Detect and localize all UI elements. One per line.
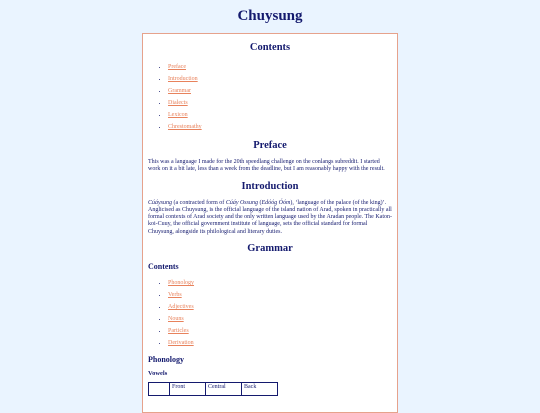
list-item [168, 61, 392, 73]
list-item [168, 85, 392, 97]
list-item [168, 301, 392, 313]
toc-link-grammar[interactable]: Grammar [168, 88, 191, 94]
term-cuaysung: Cúáysung [148, 199, 172, 206]
table-header-front: Front [170, 383, 206, 396]
toc-link-preface[interactable]: Preface [168, 64, 186, 70]
toc-link-dialects[interactable]: Dialects [168, 100, 188, 106]
grammar-link-adjectives[interactable]: Adjectives [168, 304, 194, 311]
content-panel [142, 33, 398, 413]
intro-part-3: ), ‘language of the palace (of the king)’. Anglicised as Chuysung, is the official language of the island nation of Arad, spoken in practically all formal contexts of Arad society and the only written language used by the Aradan people. The Katon-koi-Cuuy, the official government institute of language, sets the official standard for formal Chuysung, alongside its philological and literary duties. [148, 199, 392, 235]
table-header-blank [149, 383, 170, 396]
list-item [168, 313, 392, 325]
list-item [168, 109, 392, 121]
toc-link-lexicon[interactable]: Lexicon [168, 112, 188, 118]
list-item [168, 121, 392, 133]
list-item [168, 277, 392, 289]
phonology-heading: Phonology [148, 355, 185, 365]
table-row [149, 383, 278, 396]
contents-list [148, 61, 392, 133]
term-cuay-ossung: Cúáy Ossung [225, 199, 258, 206]
grammar-link-nouns[interactable]: Nouns [168, 316, 184, 323]
site-title: Chuysung [237, 8, 303, 24]
term-edoog-oom: Edóóg Óóm [261, 199, 291, 206]
contents-heading: Contents [249, 42, 291, 53]
vowels-heading: Vowels [148, 370, 168, 378]
list-item [168, 73, 392, 85]
grammar-link-particles[interactable]: Particles [168, 328, 189, 335]
grammar-link-verbs[interactable]: Verbs [168, 292, 182, 299]
introduction-text [148, 200, 392, 236]
preface-heading: Preface [253, 140, 287, 151]
list-item [168, 325, 392, 337]
vowels-table [148, 382, 278, 396]
list-item [168, 97, 392, 109]
grammar-link-derivation[interactable]: Derivation [168, 340, 194, 347]
preface-text: This was a language I made for the 20th speedlang challenge on the conlangs subreddit. I started work on it a bit late, less than a week from the deadline, but I am reasonably happy with the result. [148, 159, 385, 173]
toc-link-chrestomathy[interactable]: Chrestomathy [168, 124, 202, 130]
list-item [168, 337, 392, 349]
list-item [168, 289, 392, 301]
table-header-back: Back [242, 383, 278, 396]
grammar-link-phonology[interactable]: Phonology [168, 280, 195, 287]
intro-part-2: ( [257, 199, 262, 206]
grammar-heading: Grammar [247, 243, 293, 255]
table-header-central: Central [206, 383, 242, 396]
introduction-heading: Introduction [241, 180, 299, 192]
intro-part-1: (a contracted form of [172, 199, 226, 206]
grammar-contents-list [148, 277, 392, 349]
grammar-contents-heading: Contents [148, 262, 179, 272]
toc-link-introduction[interactable]: Introduction [168, 76, 198, 82]
